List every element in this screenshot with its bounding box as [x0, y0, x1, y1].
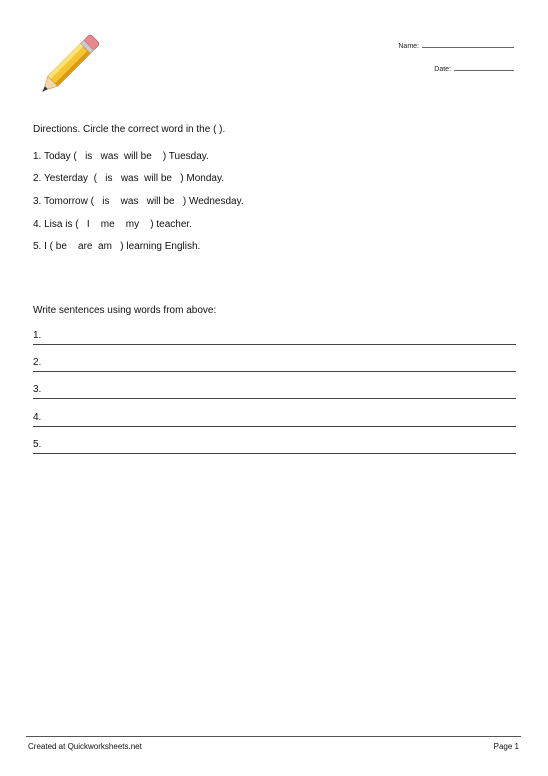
sentence-line-5[interactable]	[33, 440, 516, 454]
sentences-title: Write sentences using words from above:	[33, 305, 217, 316]
footer-credit: Created at Quickworksheets.net	[28, 742, 142, 751]
date-field[interactable]	[434, 63, 514, 73]
sentence-line-number: 1.	[33, 330, 42, 341]
date-blank[interactable]	[454, 63, 514, 71]
directions-text: Directions. Circle the correct word in the ( ).	[33, 124, 226, 135]
question-4: 4. Lisa is ( I me my ) teacher.	[33, 219, 192, 230]
sentence-line-1[interactable]	[33, 331, 516, 345]
name-blank[interactable]	[422, 40, 514, 48]
question-2: 2. Yesterday ( is was will be ) Monday.	[33, 173, 225, 184]
footer-divider	[26, 736, 521, 737]
sentence-line-number: 5.	[33, 439, 42, 450]
question-1: 1. Today ( is was will be ) Tuesday.	[33, 151, 209, 162]
sentence-line-number: 2.	[33, 357, 42, 368]
page-number: Page 1	[493, 742, 519, 751]
question-3: 3. Tomorrow ( is was will be ) Wednesday.	[33, 196, 244, 207]
pencil-icon	[30, 28, 108, 102]
sentence-line-number: 3.	[33, 384, 42, 395]
date-label: Date:	[434, 66, 451, 73]
sentence-line-3[interactable]	[33, 385, 516, 399]
name-label: Name:	[398, 43, 419, 50]
sentence-line-number: 4.	[33, 412, 42, 423]
sentence-line-4[interactable]	[33, 413, 516, 427]
question-5: 5. I ( be are am ) learning English.	[33, 241, 201, 252]
name-field[interactable]	[398, 40, 514, 50]
sentence-line-2[interactable]	[33, 358, 516, 372]
